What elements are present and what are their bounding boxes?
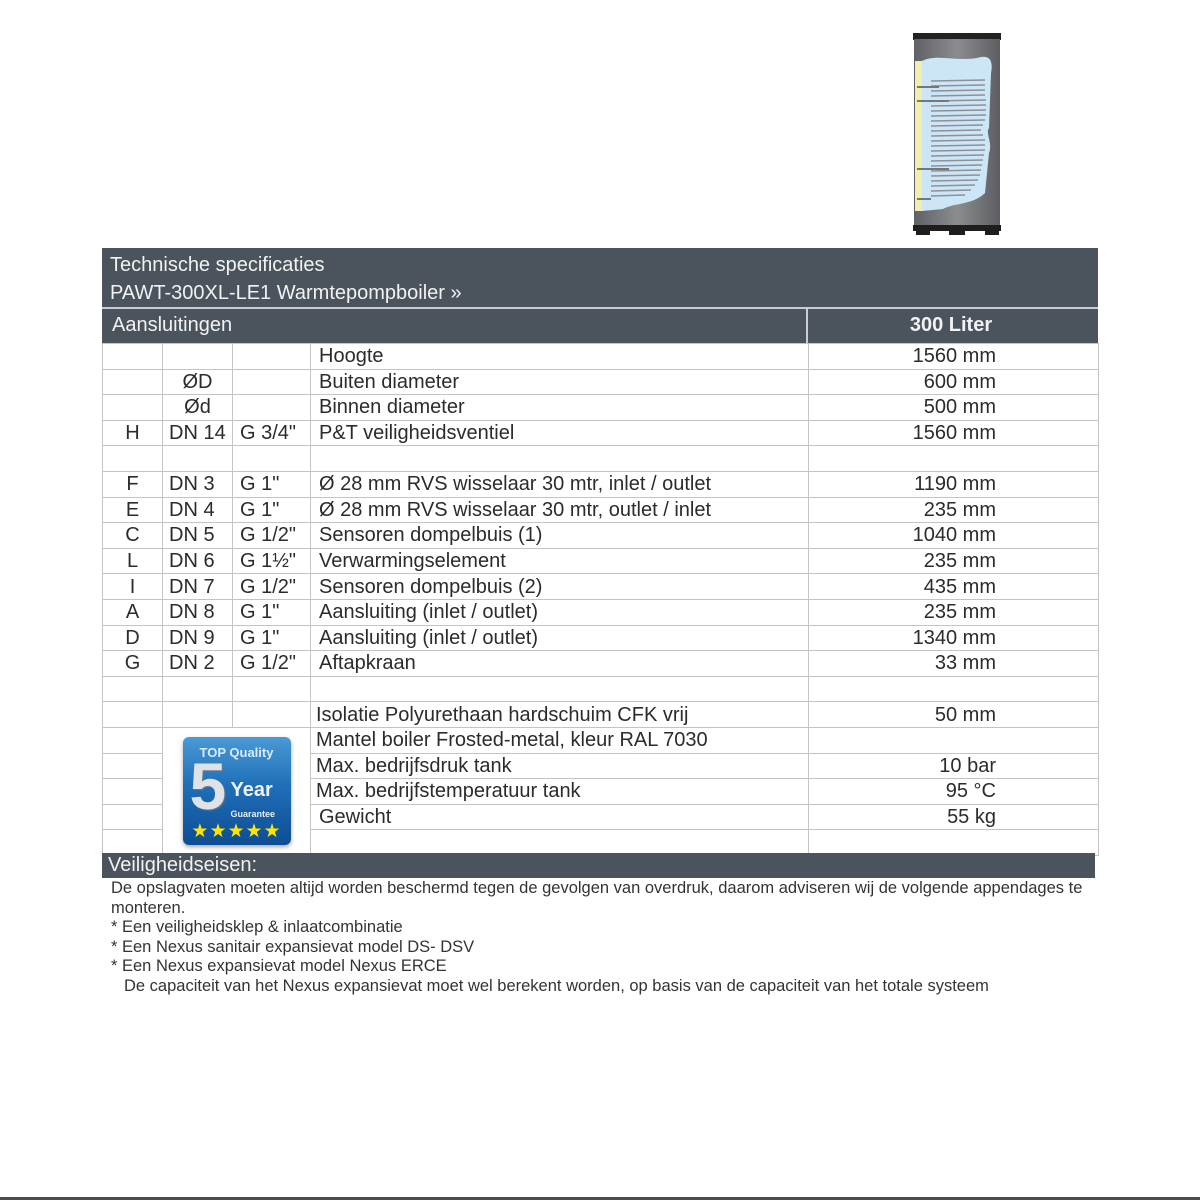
thread-size bbox=[233, 446, 311, 472]
thread-size: G 1½" bbox=[233, 548, 311, 574]
table-row bbox=[103, 599, 1099, 625]
thread-size bbox=[233, 676, 311, 702]
table-row bbox=[103, 727, 1099, 753]
table-row bbox=[103, 574, 1099, 600]
connection-code bbox=[103, 676, 163, 702]
connection-code bbox=[103, 727, 163, 753]
thread-size bbox=[233, 395, 311, 421]
dn-size: DN 14 bbox=[163, 420, 233, 446]
value: 1340 mm bbox=[809, 625, 1099, 651]
table-row bbox=[103, 471, 1099, 497]
connection-code: F bbox=[103, 471, 163, 497]
description: Aftapkraan bbox=[311, 651, 809, 677]
table-row bbox=[103, 651, 1099, 677]
safety-item: * Een veiligheidsklep & inlaatcombinatie bbox=[111, 918, 403, 937]
value: 10 bar bbox=[809, 753, 1099, 779]
thread-size: G 1" bbox=[233, 599, 311, 625]
table-row bbox=[103, 548, 1099, 574]
thread-size: G 1" bbox=[233, 625, 311, 651]
value: 50 mm bbox=[809, 702, 1099, 728]
table-row bbox=[103, 369, 1099, 395]
value: 600 mm bbox=[809, 369, 1099, 395]
dn-size: DN 3 bbox=[163, 471, 233, 497]
thread-size: G 1/2" bbox=[233, 574, 311, 600]
description bbox=[311, 446, 809, 472]
value bbox=[809, 446, 1099, 472]
table-row bbox=[103, 446, 1099, 472]
badge-top-quality: TOP Quality bbox=[199, 745, 274, 761]
connection-code: L bbox=[103, 548, 163, 574]
dn-size bbox=[163, 676, 233, 702]
dn-size: DN 7 bbox=[163, 574, 233, 600]
dn-size: DN 5 bbox=[163, 523, 233, 549]
description: Verwarmingselement bbox=[311, 548, 809, 574]
connection-code bbox=[103, 804, 163, 830]
connections-header bbox=[102, 309, 1098, 343]
safety-requirements-text bbox=[111, 879, 1096, 997]
connection-code: I bbox=[103, 574, 163, 600]
dn-size: ØD bbox=[163, 369, 233, 395]
dn-size bbox=[163, 702, 233, 728]
dn-size: DN 8 bbox=[163, 599, 233, 625]
connection-code bbox=[103, 395, 163, 421]
description: Sensoren dompelbuis (2) bbox=[311, 574, 809, 600]
connection-code bbox=[103, 369, 163, 395]
description: Buiten diameter bbox=[311, 369, 809, 395]
connection-code: G bbox=[103, 651, 163, 677]
description: Max. bedrijfsdruk tank bbox=[311, 753, 809, 779]
thread-size: G 1/2" bbox=[233, 651, 311, 677]
value: 1190 mm bbox=[809, 471, 1099, 497]
badge-number: 5 bbox=[189, 749, 227, 824]
safety-item: * Een Nexus expansievat model Nexus ERCE bbox=[111, 957, 447, 976]
spec-title-bar bbox=[102, 248, 1098, 309]
thread-size: G 1" bbox=[233, 471, 311, 497]
value: 95 °C bbox=[809, 779, 1099, 805]
guarantee-badge-cell bbox=[163, 727, 311, 855]
value: 435 mm bbox=[809, 574, 1099, 600]
description: Ø 28 mm RVS wisselaar 30 mtr, outlet / inlet bbox=[311, 497, 809, 523]
safety-item: * Een Nexus sanitair expansievat model DS- DSV bbox=[111, 937, 475, 956]
description bbox=[311, 676, 809, 702]
table-row bbox=[103, 497, 1099, 523]
description: Isolatie Polyurethaan hardschuim CFK vrij bbox=[311, 702, 809, 728]
table-row bbox=[103, 702, 1099, 728]
dn-size: DN 2 bbox=[163, 651, 233, 677]
star-rating-icon: ★★★★★ bbox=[191, 821, 282, 843]
description: Aansluiting (inlet / outlet) bbox=[311, 625, 809, 651]
five-year-guarantee-badge bbox=[183, 737, 291, 845]
description: Hoogte bbox=[311, 344, 809, 370]
description: Mantel boiler Frosted-metal, kleur RAL 7030 bbox=[311, 727, 809, 753]
table-row bbox=[103, 395, 1099, 421]
capacity-label: 300 Liter bbox=[909, 314, 993, 336]
connection-code bbox=[103, 830, 163, 856]
badge-guarantee: Guarantee bbox=[230, 809, 276, 820]
dn-size: Ød bbox=[163, 395, 233, 421]
table-row bbox=[103, 420, 1099, 446]
spec-title: Technische specificaties bbox=[110, 254, 325, 276]
boiler-cutaway-illustration bbox=[913, 33, 1001, 235]
value: 235 mm bbox=[809, 497, 1099, 523]
connection-code bbox=[103, 446, 163, 472]
table-row bbox=[103, 676, 1099, 702]
value bbox=[809, 830, 1099, 856]
dn-size: DN 9 bbox=[163, 625, 233, 651]
description: Gewicht bbox=[311, 804, 809, 830]
value: 1040 mm bbox=[809, 523, 1099, 549]
description: Aansluiting (inlet / outlet) bbox=[311, 599, 809, 625]
connection-code bbox=[103, 779, 163, 805]
value: 500 mm bbox=[809, 395, 1099, 421]
value: 235 mm bbox=[809, 548, 1099, 574]
dn-size: DN 4 bbox=[163, 497, 233, 523]
dn-size: DN 6 bbox=[163, 548, 233, 574]
value: 235 mm bbox=[809, 599, 1099, 625]
connection-code: C bbox=[103, 523, 163, 549]
connection-code bbox=[103, 753, 163, 779]
value bbox=[809, 676, 1099, 702]
description: P&T veiligheidsventiel bbox=[311, 420, 809, 446]
table-row bbox=[103, 625, 1099, 651]
product-title: PAWT-300XL-LE1 Warmtepompboiler » bbox=[110, 282, 462, 304]
table-row bbox=[103, 523, 1099, 549]
table-row bbox=[103, 344, 1099, 370]
safety-intro: De opslagvaten moeten altijd worden beschermd tegen de gevolgen van overdruk, daarom adviseren wij de volgende appendages te monteren. bbox=[111, 879, 1083, 917]
thread-size bbox=[233, 344, 311, 370]
description: Binnen diameter bbox=[311, 395, 809, 421]
connection-code: A bbox=[103, 599, 163, 625]
connection-code: H bbox=[103, 420, 163, 446]
safety-requirements-header: Veiligheidseisen: bbox=[102, 853, 1095, 878]
connection-code: E bbox=[103, 497, 163, 523]
spec-table bbox=[102, 343, 1099, 856]
connection-code: D bbox=[103, 625, 163, 651]
safety-note: De capaciteit van het Nexus expansievat moet wel berekent worden, op basis van de capaciteit van het totale systeem bbox=[124, 976, 989, 995]
value bbox=[809, 727, 1099, 753]
dn-size bbox=[163, 446, 233, 472]
thread-size: G 1" bbox=[233, 497, 311, 523]
connection-code bbox=[103, 344, 163, 370]
thread-size bbox=[233, 369, 311, 395]
thread-size bbox=[233, 702, 311, 728]
connections-label: Aansluitingen bbox=[102, 309, 808, 343]
thread-size: G 1/2" bbox=[233, 523, 311, 549]
value: 55 kg bbox=[809, 804, 1099, 830]
description bbox=[311, 830, 809, 856]
value: 1560 mm bbox=[809, 420, 1099, 446]
description: Ø 28 mm RVS wisselaar 30 mtr, inlet / outlet bbox=[311, 471, 809, 497]
dn-size bbox=[163, 344, 233, 370]
technical-specifications bbox=[102, 248, 1098, 856]
description: Sensoren dompelbuis (1) bbox=[311, 523, 809, 549]
connection-code bbox=[103, 702, 163, 728]
value: 1560 mm bbox=[809, 344, 1099, 370]
value: 33 mm bbox=[809, 651, 1099, 677]
description: Max. bedrijfstemperatuur tank bbox=[311, 779, 809, 805]
thread-size: G 3/4" bbox=[233, 420, 311, 446]
badge-year: Year bbox=[230, 779, 273, 802]
